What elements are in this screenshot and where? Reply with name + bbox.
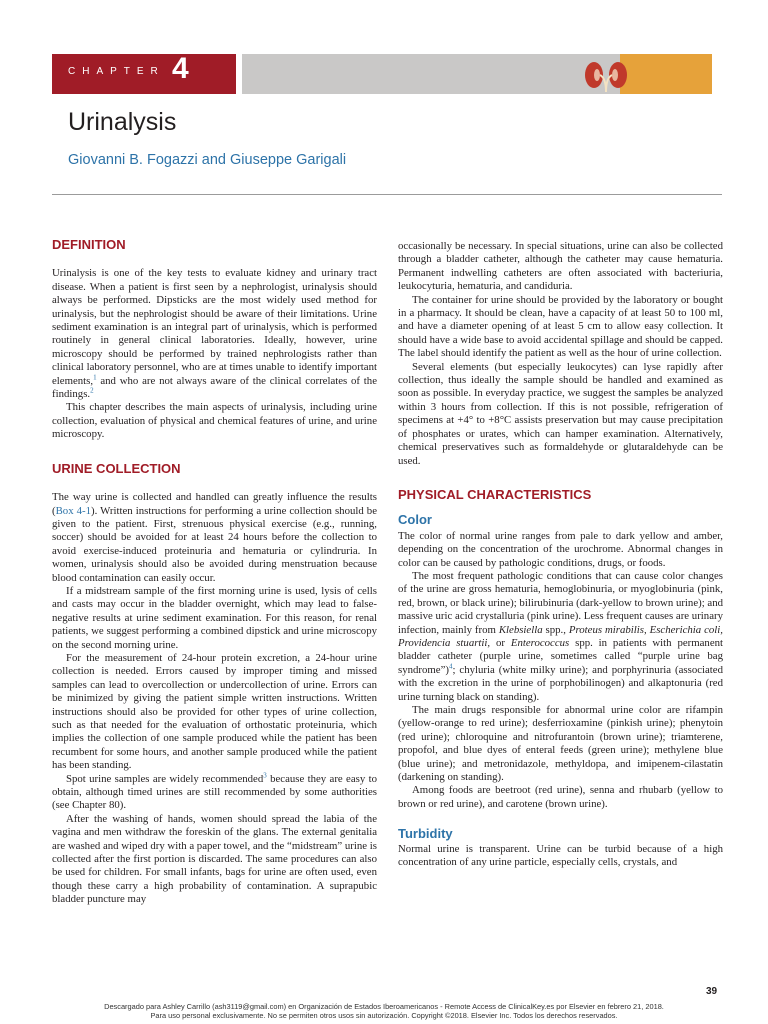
col-text-a: The way urine is collected and handled can greatly influence the results ( — [52, 491, 377, 517]
page-number: 39 — [706, 986, 718, 997]
c2-italic-1: Klebsiella — [498, 623, 543, 636]
right-column — [398, 240, 723, 869]
band-divider — [236, 54, 242, 94]
definition-paragraph-1 — [52, 267, 377, 401]
collection-paragraph-2: If a midstream sample of the first morning urine is used, lysis of cells and casts may occur in the bladder overnight, which may lead to false-negative results at urine sediment examination. For this reason, for renal patients, we suggest performing a combined dipstick and urine microscopy on the second morning urine. — [52, 584, 377, 651]
col4-text-b: because they are easy to obtain, although timed urines are still recommended by some authorities (see Chapter 80). — [52, 772, 377, 812]
color-heading: Color — [398, 512, 432, 528]
c2-b: spp., — [542, 623, 569, 636]
footer-line-2: Para uso personal exclusivamente. No se permiten otros usos sin autorización. Copyright ©2018. Elsevier Inc. Todos los derechos reservados. — [150, 1011, 618, 1020]
turbidity-heading: Turbidity — [398, 826, 453, 842]
definition-paragraph-2: This chapter describes the main aspects of urinalysis, including urine collection, evaluation of physical and chemical features of urine, and urine microscopy. — [52, 401, 377, 441]
right-paragraph-3: Several elements (but especially leukocytes) can lyse rapidly after collection, thus ideally the sample should be handled and examined as soon as possible. In everyday practice, we suggest the samples be analyzed within 3 hours from collection. If this is not possible, refrigeration of specimens at +4° to +8°C assists preservation but may cause precipitation of phosphates or urates, which can hamper examination. Alternatively, chemical preservatives such as formaldehyde or glutaraldehyde can be used. — [398, 360, 723, 467]
kidney-icon — [578, 58, 634, 92]
def-text-a: Urinalysis is one of the key tests to evaluate kidney and urinary tract disease. When a patient is first seen by a nephrologist, urinalysis should always be performed. Dipsticks are the most widely used method for urinalysis, but the nephrologist should be aware of their limitations. Urine sediment examination is an integral part of urinalysis, which is performed routinely in general clinical laboratories. Ideally, however, urine microscopy should be performed by trained nephrologists rather than clinical laboratory personnel, who are at times unable to identify important elements, — [52, 267, 377, 387]
chapter-word: CHAPTER — [68, 66, 165, 77]
c2-d: spp. in patients with permanent bladder catheter (purple urine, sometimes called “purple urine bag syndrome”) — [398, 636, 724, 676]
authors: Giovanni B. Fogazzi and Giuseppe Garigali — [68, 152, 347, 168]
ref-3[interactable]: 3 — [263, 771, 267, 780]
header-rule — [52, 194, 722, 195]
collection-paragraph-3: For the measurement of 24-hour protein excretion, a 24-hour urine collection is needed. Errors caused by improper timing and missed samples can lead to overcollection or undercollection of urine. Errors can be minimized by giving the patient simple written instructions. Written instructions should also be provided for other types of urine collection, such as that needed for the evaluation of orthostatic proteinuria, which implies the collection of one sample produced while the patient has been recumbent for some hours, and another sample produced while the patient has been standing. — [52, 651, 377, 772]
c2-e: ; chyluria (white milky urine); and porphyrinuria (associated with the excretion in the urine of porphobilinogen) and alkaptonuria (red urine turning black on standing). — [398, 663, 723, 703]
chapter-title: Urinalysis — [68, 108, 177, 136]
color-paragraph-4: Among foods are beetroot (red urine), senna and rhubarb (yellow to brown or red urine), and carotene (brown urine). — [398, 784, 723, 810]
c2-italic-3: Enterococcus — [510, 636, 570, 649]
footer-line-1: Descargado para Ashley Carrillo (ash3119@gmail.com) en Organización de Estados Iberoamericanos - Remote Access de ClinicalKey.es por Elsevier en febrero 21, 2018. — [104, 1002, 664, 1011]
color-paragraph-3: The main drugs responsible for abnormal urine color are rifampin (yellow-orange to red urine); desferrioxamine (pinkish urine); phenytoin (red urine); chloroquine and nitrofurantoin (brown urine); triamterene, propofol, and blue dyes of enteral feeds (green urine); methylene blue (blue urine); and metronidazole, methyldopa, and imipenem-cilastatin (darkening on standing). — [398, 704, 723, 784]
c2-a: The most frequent pathologic conditions that can cause color changes of the urine are gross hematuria, hemoglobinuria, or myoglobinuria (pink, red, brown, or black urine); bilirubinuria (dark-yellow to brown urine); and massive uric acid crystalluria (pink urine). Less frequent causes are urinary infection, mainly from — [398, 569, 724, 636]
col4-text-a: Spot urine samples are widely recommended — [66, 772, 264, 785]
color-paragraph-2 — [398, 570, 723, 704]
physical-heading: PHYSICAL CHARACTERISTICS — [398, 486, 592, 502]
box-link[interactable]: Box 4-1 — [55, 504, 92, 517]
c2-italic-2: Proteus mirabilis, Escherichia coli, Providencia stuartii, — [398, 623, 723, 649]
right-paragraph-2: The container for urine should be provided by the laboratory or bought in a pharmacy. It should be clean, have a capacity of at least 50 to 100 ml, and have a diameter opening of at least 5 cm to allow easy collection. It should have a wide base to avoid accidental spillage and should be capped. The label should identify the patient as well as the hour of urine collection. — [398, 293, 723, 360]
c2-c: or — [490, 636, 511, 649]
def-text-b: and who are not always aware of the clinical correlates of the findings. — [52, 374, 377, 401]
collection-paragraph-4 — [52, 773, 377, 813]
collection-paragraph-5: After the washing of hands, women should spread the labia of the vagina and men withdraw the foreskin of the glans. The external genitalia are washed and wiped dry with a paper towel, and the “midstream” urine is collected after the first portion is discarded. The same procedures can also be used for children. For small infants, bags for urine are often used, even though these carry a high probability of contamination. A suprapubic bladder puncture may — [52, 812, 377, 906]
color-paragraph-1: The color of normal urine ranges from pale to dark yellow and amber, depending on the concentration of the urochrome. Abnormal changes in color can be caused by pathologic conditions, drugs, or foods. — [398, 529, 723, 569]
collection-paragraph-1 — [52, 491, 377, 585]
ref-4[interactable]: 4 — [448, 662, 453, 671]
left-column — [52, 238, 377, 907]
turbidity-paragraph-1: Normal urine is transparent. Urine can be turbid because of a high concentration of any urine particle, especially cells, crystals, and — [398, 842, 723, 869]
collection-heading: URINE COLLECTION — [52, 460, 181, 476]
chapter-number: 4 — [172, 52, 189, 85]
right-paragraph-1: occasionally be necessary. In special situations, urine can also be collected through a bladder catheter, although the catheter may cause hematuria. Permanent indwelling catheters are often associated with bacteriuria, leukocyturia, hematuria, and candiduria. — [398, 240, 723, 293]
ref-2[interactable]: 2 — [90, 386, 94, 395]
col-text-b: ). Written instructions for performing a urine collection should be given to the patient. First, strenuous physical exercise (e.g., running, soccer) should be avoided for at least 24 hours before the collection to avoid exercise-induced proteinuria and hematuria or cylindruria. In women, urinalysis should also be avoided during menstruation because blood contamination can easily occur. — [52, 504, 377, 584]
ref-1[interactable]: 1 — [93, 373, 97, 382]
definition-heading: DEFINITION — [52, 237, 126, 252]
chapter-label-block — [52, 54, 236, 94]
